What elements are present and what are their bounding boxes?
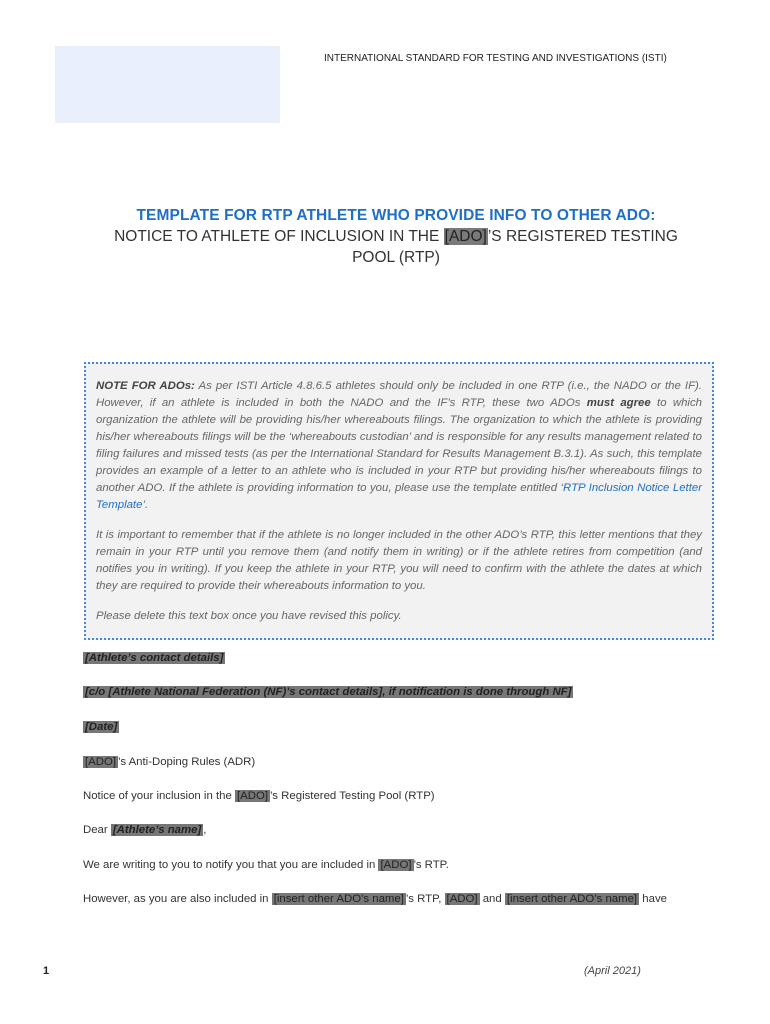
athlete-contact-field bbox=[83, 652, 225, 664]
title-line-2 bbox=[60, 226, 732, 247]
title-text: NOTICE TO ATHLETE OF INCLUSION IN THE bbox=[114, 228, 444, 245]
note-text: to which organization the athlete will be providing his/her whereabouts filings. The organization to which the athlete is providing his/her whereabouts filings will be the ‘whereabouts custodian’ and is responsible for any results management related to filing failures and missed tests (as per the International Standard for Results Management B.3.1). As such, this template provides an example of a letter to an athlete who is included in your RTP but providing his/her whereabouts filings to another ADO. If the athlete is providing information to you, please use the template entitled ‘ bbox=[96, 397, 702, 494]
ado-placeholder: [ADO] bbox=[85, 756, 117, 768]
note-paragraph-3: Please delete this text box once you have revised this policy. bbox=[96, 610, 402, 622]
note-text-box[interactable] bbox=[84, 362, 714, 640]
adr-line bbox=[83, 756, 255, 768]
note-paragraph-1 bbox=[96, 378, 702, 514]
other-ado-placeholder: [insert other ADO’s name] bbox=[506, 893, 638, 905]
placeholder-highlight: [Athlete’s contact details] bbox=[85, 652, 224, 664]
notify-line bbox=[83, 859, 449, 871]
line-text: ’s Anti-Doping Rules (ADR) bbox=[118, 756, 256, 768]
line-text: ’s Registered Testing Pool (RTP) bbox=[269, 790, 435, 802]
note-paragraph-2: It is important to remember that if the athlete is no longer included in the other ADO’s RTP, this letter mentions that they remain in your RTP until you remove them (and notify them in writing) or if the athlete retires from competition (and notifies you in writing). If you keep the athlete in your RTP, you will need to confirm with the athlete the dates at which they are required to provide their whereabouts information to you. bbox=[96, 529, 702, 592]
other-ado-placeholder: [insert other ADO’s name] bbox=[273, 893, 404, 905]
title-line-1: TEMPLATE FOR RTP ATHLETE WHO PROVIDE INFO TO OTHER ADO: bbox=[136, 207, 656, 224]
placeholder-highlight: [Date] bbox=[85, 721, 118, 733]
document-title bbox=[60, 206, 732, 268]
line-text: ’s RTP. bbox=[413, 859, 449, 871]
note-text: As per ISTI Article 4.8.6.5 athletes should only be included in one RTP (i.e., the NADO or the IF). However, if an athlete is included in both the NADO and the IF’s RTP, these two ADOs bbox=[96, 380, 702, 409]
placeholder-highlight: [c/o [Athlete National Federation (NF)’s contact details], if notification is done through NF] bbox=[85, 686, 572, 698]
note-label: NOTE FOR ADOs: bbox=[96, 380, 195, 392]
ado-placeholder: [ADO] bbox=[444, 228, 487, 245]
note-emphasis: must agree bbox=[586, 397, 651, 409]
line-text: ’s RTP, bbox=[405, 893, 445, 905]
template-link[interactable]: RTP Inclusion Notice Letter Template bbox=[96, 482, 702, 511]
however-line bbox=[83, 893, 667, 905]
line-text: Dear bbox=[83, 824, 111, 836]
line-text: have bbox=[639, 893, 667, 905]
nf-contact-field bbox=[83, 686, 573, 698]
line-text: and bbox=[479, 893, 505, 905]
athlete-name-placeholder: [Athlete’s name] bbox=[112, 824, 202, 836]
salutation-line bbox=[83, 824, 206, 836]
document-header: INTERNATIONAL STANDARD FOR TESTING AND INVESTIGATIONS (ISTI) bbox=[324, 53, 667, 64]
ado-placeholder: [ADO] bbox=[380, 859, 412, 871]
page-number: 1 bbox=[43, 965, 50, 977]
line-text: Notice of your inclusion in the bbox=[83, 790, 235, 802]
footer-date: (April 2021) bbox=[584, 965, 641, 977]
ado-placeholder: [ADO] bbox=[236, 790, 268, 802]
date-field bbox=[83, 721, 119, 733]
title-line-3: POOL (RTP) bbox=[352, 249, 440, 266]
ado-placeholder: [ADO] bbox=[446, 893, 478, 905]
subject-line bbox=[83, 790, 435, 802]
line-text: We are writing to you to notify you that you are included in bbox=[83, 859, 379, 871]
line-text: However, as you are also included in bbox=[83, 893, 272, 905]
note-text: ’. bbox=[142, 499, 149, 511]
line-text: , bbox=[203, 824, 207, 836]
logo-placeholder bbox=[55, 46, 280, 123]
title-text: ’S REGISTERED TESTING bbox=[487, 228, 678, 245]
